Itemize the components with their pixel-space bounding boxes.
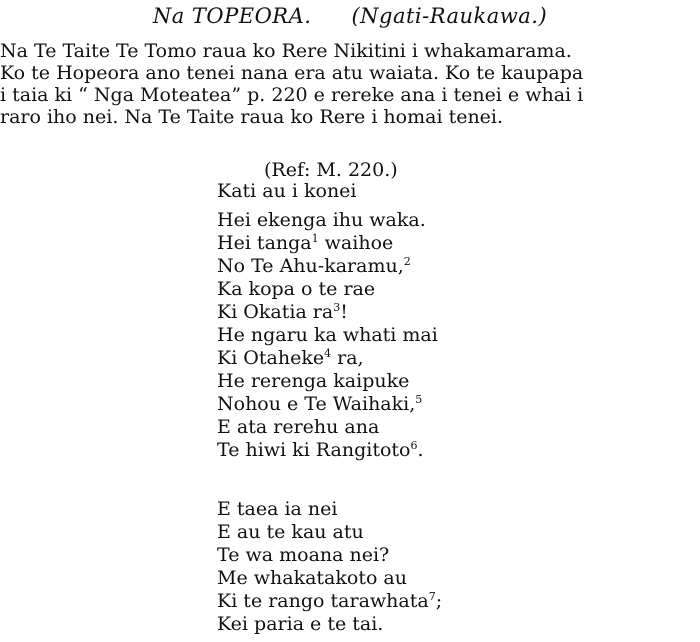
poem-line-text: Me whakatakoto au xyxy=(217,567,407,589)
poem-line-text: He rerenga kaipuke xyxy=(217,370,410,392)
poem-line xyxy=(217,544,442,567)
intro-line: i taia ki “ Nga Moteatea” p. 220 e rereke ana i tenei e whai i xyxy=(0,84,584,106)
poem-line-text: Kati au i konei xyxy=(217,180,357,202)
poem-line-text: Nohou e Te Waihaki, xyxy=(217,393,416,415)
footnote-marker: 7 xyxy=(428,590,436,603)
poem-line-text: Te wa moana nei? xyxy=(217,544,390,566)
poem-line xyxy=(217,370,438,393)
poem-line xyxy=(217,209,438,232)
poem-line-text: E au te kau atu xyxy=(217,521,364,543)
poem-line xyxy=(217,590,442,613)
poem-line xyxy=(217,180,438,203)
poem-line xyxy=(217,567,442,590)
poem-line-text: Hei tanga xyxy=(217,232,312,254)
poem-line-text: Ki Okatia ra xyxy=(217,301,334,323)
reference-label: (Ref: M. 220.) xyxy=(264,159,398,181)
poem-line xyxy=(217,498,442,521)
poem-line xyxy=(217,278,438,301)
poem-line xyxy=(217,301,438,324)
poem-line-text: E taea ia nei xyxy=(217,498,338,520)
poem-line xyxy=(217,439,438,462)
footnote-marker: 4 xyxy=(324,347,332,360)
poem-line-text: Kei paria e te tai. xyxy=(217,613,384,635)
poem-stanza xyxy=(217,180,438,462)
song-title xyxy=(0,4,700,28)
poem-line-text: ! xyxy=(340,301,348,323)
poem-line-text: Hei ekenga ihu waka. xyxy=(217,209,426,231)
poem-line xyxy=(217,416,438,439)
poem-line-text: Ki te rango tarawhata xyxy=(217,590,429,612)
poem-line xyxy=(217,521,442,544)
poem-line xyxy=(217,255,438,278)
song-title-main: Na TOPEORA. xyxy=(152,4,312,28)
footnote-marker: 1 xyxy=(311,232,319,245)
poem-line-text: Ka kopa o te rae xyxy=(217,278,376,300)
poem-line-text: Ki Otaheke xyxy=(217,347,325,369)
poem-line xyxy=(217,393,438,416)
poem-line xyxy=(217,347,438,370)
poem-line-text: waihoe xyxy=(318,232,394,254)
poem-line-text: No Te Ahu-karamu, xyxy=(217,255,404,277)
intro-line: Ko te Hopeora ano tenei nana era atu waiata. Ko te kaupapa xyxy=(0,62,584,84)
poem-line-text: E ata rerehu ana xyxy=(217,416,380,438)
poem-line-text: ra, xyxy=(331,347,364,369)
poem-line-text: Te hiwi ki Rangitoto xyxy=(217,439,411,461)
poem-line-text: ; xyxy=(435,590,443,612)
intro-paragraph xyxy=(0,40,700,128)
poem-line xyxy=(217,324,438,347)
footnote-marker: 3 xyxy=(333,301,341,314)
footnote-marker: 5 xyxy=(415,393,423,406)
song-title-tribe: (Ngati-Raukawa.) xyxy=(351,4,548,28)
poem-line xyxy=(217,232,438,255)
poem-line-text: . xyxy=(417,439,424,461)
footnote-marker: 6 xyxy=(410,439,418,452)
poem-line xyxy=(217,613,442,636)
footnote-marker: 2 xyxy=(403,255,411,268)
poem-stanza xyxy=(217,498,442,636)
intro-line: Na Te Taite Te Tomo raua ko Rere Nikitini i whakamarama. xyxy=(0,40,572,62)
intro-line: raro iho nei. Na Te Taite raua ko Rere i homai tenei. xyxy=(0,106,504,128)
poem-line-text: He ngaru ka whati mai xyxy=(217,324,438,346)
